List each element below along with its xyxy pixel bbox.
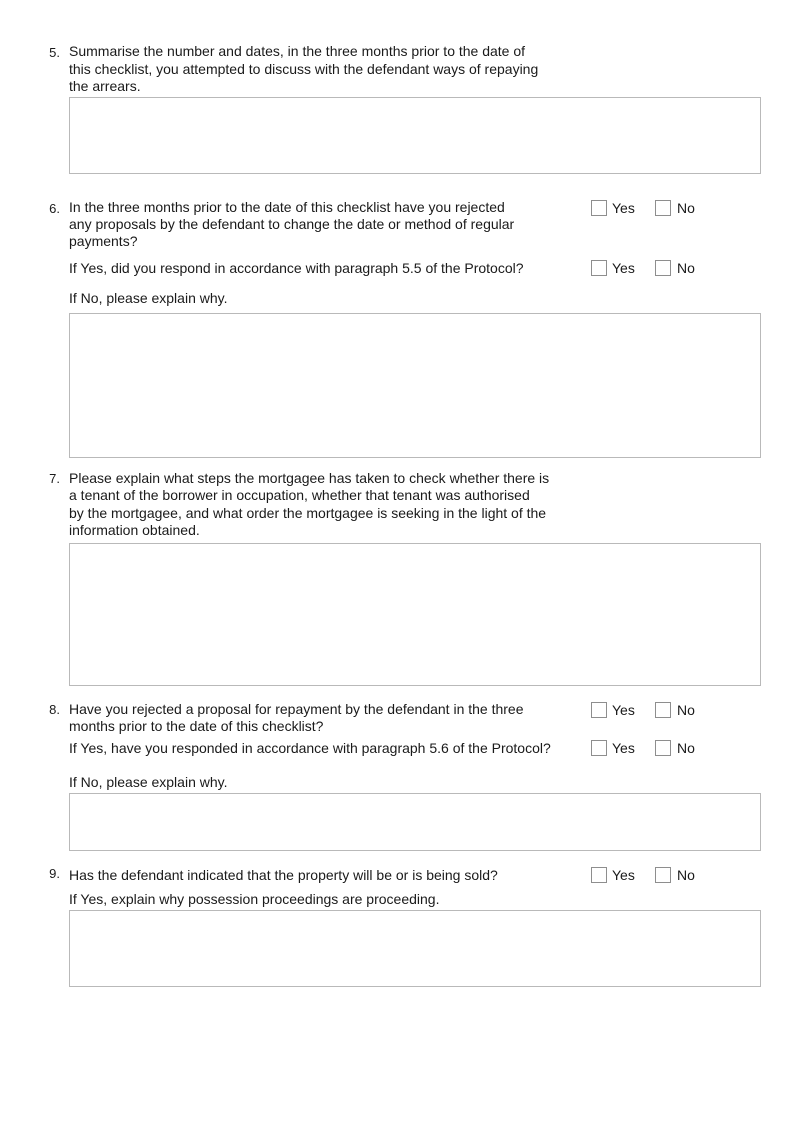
question-6-text-line-2: any proposals by the defendant to change the date or method of regular [69,216,515,232]
question-number: 5. [49,45,60,60]
q8-no-checkbox[interactable] [655,702,671,718]
q6-no-checkbox[interactable] [655,200,671,216]
q8-yes-checkbox[interactable] [591,702,607,718]
q8-sub-no-label: No [677,740,695,756]
q6-yes-checkbox[interactable] [591,200,607,216]
q9-no-label: No [677,867,695,883]
question-5-text-line-1: Summarise the number and dates, in the three months prior to the date of [69,43,526,59]
question-number: 7. [49,471,60,486]
question-number: 9. [49,866,60,881]
q6-yes-label: Yes [612,200,635,216]
question-6-text-line-1: In the three months prior to the date of this checklist have you rejected [69,199,505,215]
q5-answer-field[interactable] [69,97,761,174]
q6-explain-field[interactable] [69,313,761,458]
q6-no-label: No [677,200,695,216]
q7-answer-field[interactable] [69,543,761,686]
q9-no-checkbox[interactable] [655,867,671,883]
question-8-text-line-2: months prior to the date of this checklist? [69,718,324,734]
question-6-subquestion: If Yes, did you respond in accordance with paragraph 5.5 of the Protocol? [69,260,524,276]
q8-sub-no-checkbox[interactable] [655,740,671,756]
q8-yes-label: Yes [612,702,635,718]
question-9-text-line-1: Has the defendant indicated that the property will be or is being sold? [69,867,498,883]
q8-no-label: No [677,702,695,718]
question-6-text-line-3: payments? [69,233,138,249]
q6-sub-yes-checkbox[interactable] [591,260,607,276]
question-number: 6. [49,201,60,216]
question-9-subquestion: If Yes, explain why possession proceedings are proceeding. [69,891,440,907]
q8-sub-yes-checkbox[interactable] [591,740,607,756]
q9-answer-field[interactable] [69,910,761,987]
question-5-text-line-2: this checklist, you attempted to discuss with the defendant ways of repaying [69,61,539,77]
question-8-explain-prompt: If No, please explain why. [69,774,228,790]
question-5-text-line-3: the arrears. [69,78,141,94]
question-number: 8. [49,702,60,717]
question-6-explain-prompt: If No, please explain why. [69,290,228,306]
question-8-subquestion: If Yes, have you responded in accordance with paragraph 5.6 of the Protocol? [69,740,551,756]
question-7-text-line-4: information obtained. [69,522,200,538]
q9-yes-checkbox[interactable] [591,867,607,883]
q6-sub-no-checkbox[interactable] [655,260,671,276]
question-7-text-line-2: a tenant of the borrower in occupation, whether that tenant was authorised [69,487,530,503]
q6-sub-no-label: No [677,260,695,276]
q9-yes-label: Yes [612,867,635,883]
question-8-text-line-1: Have you rejected a proposal for repayment by the defendant in the three [69,701,524,717]
q8-sub-yes-label: Yes [612,740,635,756]
q6-sub-yes-label: Yes [612,260,635,276]
question-7-text-line-1: Please explain what steps the mortgagee has taken to check whether there is [69,470,550,486]
q8-explain-field[interactable] [69,793,761,851]
question-7-text-line-3: by the mortgagee, and what order the mortgagee is seeking in the light of the [69,505,547,521]
